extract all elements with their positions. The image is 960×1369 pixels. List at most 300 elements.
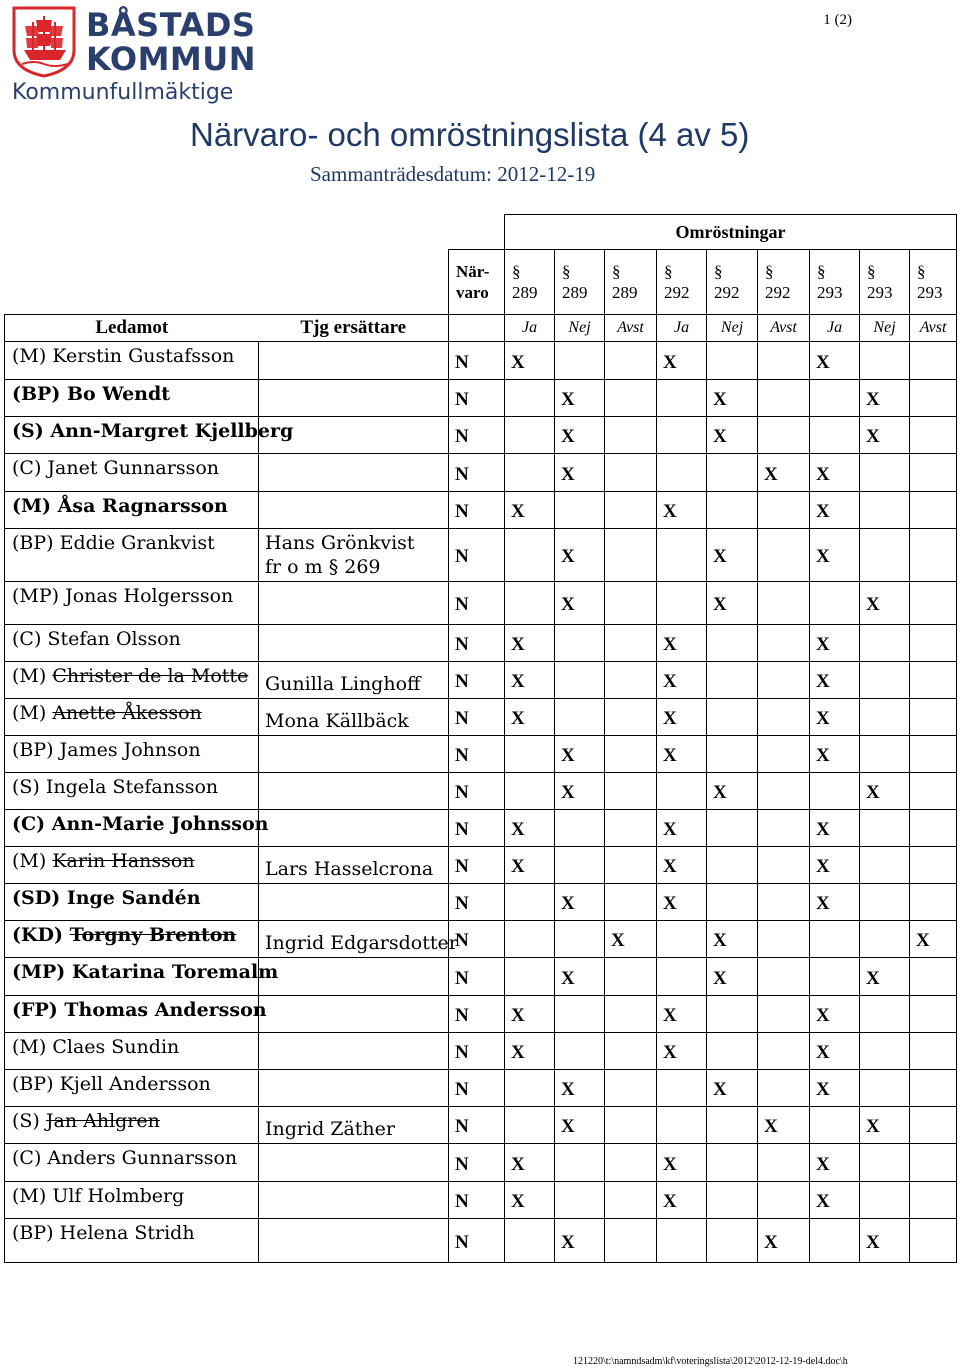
- attendance-cell: N: [449, 810, 505, 847]
- member-name-cell: [5, 884, 259, 921]
- vote-cell: X: [657, 810, 707, 847]
- section-header: [555, 250, 605, 315]
- vote-cell: [860, 810, 910, 847]
- party-code: (S): [12, 1110, 40, 1132]
- ledamot-header: Ledamot: [5, 315, 259, 342]
- attendance-cell: N: [449, 1182, 505, 1219]
- vote-cell: [758, 1070, 810, 1107]
- vote-cell: [555, 996, 605, 1033]
- member-name: Anette Åkesson: [52, 702, 202, 724]
- vote-cell: [910, 1144, 957, 1182]
- member-name-cell: [5, 921, 259, 958]
- attendance-cell: N: [449, 380, 505, 417]
- member-name: Ulf Holmberg: [52, 1185, 185, 1207]
- member-name: Åsa Ragnarsson: [57, 495, 228, 517]
- attendance-cell: N: [449, 1219, 505, 1263]
- attendance-cell: N: [449, 884, 505, 921]
- vote-cell: [860, 699, 910, 736]
- vote-cell: [605, 736, 657, 773]
- vote-cell: X: [810, 454, 860, 492]
- member-name: Eddie Grankvist: [59, 532, 215, 554]
- vote-cell: X: [860, 1219, 910, 1263]
- table-row: [5, 582, 957, 625]
- vote-cell: X: [707, 958, 758, 996]
- vote-cell: [657, 380, 707, 417]
- member-name: Karin Hansson: [52, 850, 195, 872]
- table-row: [5, 773, 957, 810]
- table-row: [5, 958, 957, 996]
- vote-cell: [605, 1107, 657, 1144]
- attendance-cell: N: [449, 342, 505, 380]
- vote-cell: [758, 736, 810, 773]
- party-code: (M): [12, 1185, 47, 1207]
- attendance-cell: N: [449, 625, 505, 662]
- member-name: Kjell Andersson: [59, 1073, 211, 1095]
- member-name-cell: [5, 810, 269, 847]
- party-code: (M): [12, 702, 47, 724]
- vote-cell: [860, 1070, 910, 1107]
- section-header: [657, 250, 707, 315]
- member-name-cell: [5, 1144, 259, 1182]
- attendance-cell: N: [449, 1033, 505, 1070]
- ersattare-header: Tjg ersättare: [259, 315, 449, 342]
- vote-cell: [758, 847, 810, 884]
- vote-cell: [505, 582, 555, 625]
- substitute-note: fr o m § 269: [265, 556, 381, 578]
- vote-cell: [555, 1144, 605, 1182]
- vote-cell: X: [810, 736, 860, 773]
- table-row: [5, 736, 957, 773]
- vote-cell: X: [505, 662, 555, 699]
- section-header: [605, 250, 657, 315]
- vote-cell: [707, 1033, 758, 1070]
- vote-cell: X: [605, 921, 657, 958]
- member-name: Inge Sandén: [66, 887, 201, 909]
- vote-cell: [758, 492, 810, 529]
- vote-cell: [505, 1107, 555, 1144]
- vote-cell: [555, 847, 605, 884]
- vote-cell: X: [910, 921, 957, 958]
- substitute-cell: [259, 342, 449, 380]
- attendance-cell: N: [449, 582, 505, 625]
- narvaro-line1: När-: [456, 262, 490, 281]
- vote-cell: [910, 1070, 957, 1107]
- member-name: Ann-Margret Kjellberg: [50, 420, 294, 442]
- vote-cell: X: [707, 773, 758, 810]
- table-row: [5, 810, 957, 847]
- section-symbol: §: [867, 262, 876, 281]
- vote-cell: X: [758, 1219, 810, 1263]
- page-number: 1 (2): [823, 12, 852, 28]
- narvaro-header: [449, 250, 505, 315]
- vote-cell: X: [505, 699, 555, 736]
- member-name: Jonas Holgersson: [65, 585, 234, 607]
- vote-cell: [810, 380, 860, 417]
- voting-table: [4, 214, 957, 1263]
- member-name-cell: [5, 736, 259, 773]
- section-header: [810, 250, 860, 315]
- vote-cell: [810, 958, 860, 996]
- party-code: (C): [12, 457, 42, 479]
- attendance-cell: N: [449, 1144, 505, 1182]
- vote-cell: X: [657, 996, 707, 1033]
- vote-cell: X: [707, 1070, 758, 1107]
- vote-cell: [505, 921, 555, 958]
- vote-cell: X: [758, 454, 810, 492]
- vote-cell: X: [505, 1144, 555, 1182]
- substitute-cell: [259, 662, 449, 699]
- table-row: [5, 1107, 957, 1144]
- attendance-cell: N: [449, 529, 505, 582]
- vote-cell: X: [860, 958, 910, 996]
- vote-cell: [605, 625, 657, 662]
- vote-cell: X: [860, 417, 910, 454]
- vote-cell: X: [810, 1182, 860, 1219]
- vote-cell: [657, 1070, 707, 1107]
- attendance-cell: N: [449, 921, 505, 958]
- substitute-cell: [259, 529, 449, 582]
- vote-cell: [758, 921, 810, 958]
- member-name: Stefan Olsson: [47, 628, 181, 650]
- section-number: 289: [512, 283, 538, 302]
- vote-cell: X: [657, 884, 707, 921]
- table-row: [5, 884, 957, 921]
- vote-cell: [860, 847, 910, 884]
- vote-cell: [657, 958, 707, 996]
- vote-cell: X: [810, 1033, 860, 1070]
- vote-cell: [505, 380, 555, 417]
- vote-cell: [910, 996, 957, 1033]
- vote-cell: [860, 1182, 910, 1219]
- vote-cell: [758, 625, 810, 662]
- table-row: [5, 662, 957, 699]
- vote-cell: [758, 1033, 810, 1070]
- vote-cell: X: [555, 884, 605, 921]
- vote-cell: X: [860, 582, 910, 625]
- vote-cell: [910, 699, 957, 736]
- logo-subtitle: Kommunfullmäktige: [12, 80, 234, 105]
- vote-cell: X: [810, 884, 860, 921]
- section-symbol: §: [917, 262, 926, 281]
- attendance-cell: N: [449, 736, 505, 773]
- vote-cell: [758, 884, 810, 921]
- section-symbol: §: [817, 262, 826, 281]
- vote-cell: [605, 492, 657, 529]
- vote-cell: X: [860, 773, 910, 810]
- vote-cell: [860, 921, 910, 958]
- table-row: [5, 492, 957, 529]
- vote-cell: [505, 529, 555, 582]
- member-name: James Johnson: [59, 739, 201, 761]
- vote-header: Nej: [707, 315, 758, 342]
- substitute-name: Hans Grönkvist: [265, 532, 415, 554]
- party-code: (C): [12, 813, 46, 835]
- vote-cell: X: [758, 1107, 810, 1144]
- party-code: (MP): [12, 585, 60, 607]
- narvaro-line2: varo: [456, 283, 489, 302]
- vote-cell: [605, 529, 657, 582]
- vote-cell: [810, 1219, 860, 1263]
- vote-cell: [605, 958, 657, 996]
- vote-cell: [505, 736, 555, 773]
- vote-cell: X: [657, 699, 707, 736]
- member-name-cell: [5, 662, 259, 699]
- section-number: 289: [562, 283, 588, 302]
- section-header: [707, 250, 758, 315]
- party-code: (C): [12, 1147, 42, 1169]
- member-name-cell: [5, 847, 259, 884]
- vote-cell: X: [505, 847, 555, 884]
- vote-cell: [605, 699, 657, 736]
- vote-cell: [910, 417, 957, 454]
- vote-cell: [707, 1144, 758, 1182]
- member-name-cell: [5, 417, 294, 454]
- vote-cell: [810, 582, 860, 625]
- vote-cell: X: [810, 492, 860, 529]
- substitute-cell: [259, 996, 449, 1033]
- logo: [10, 6, 270, 110]
- member-name-cell: [5, 1219, 259, 1263]
- vote-cell: X: [860, 1107, 910, 1144]
- member-name: Ann-Marie Johnsson: [51, 813, 269, 835]
- member-name: Ingela Stefansson: [45, 776, 219, 798]
- section-number: 293: [917, 283, 943, 302]
- vote-cell: [707, 736, 758, 773]
- vote-cell: [657, 417, 707, 454]
- party-code: (M): [12, 1036, 47, 1058]
- vote-cell: [860, 1033, 910, 1070]
- substitute-cell: [259, 1144, 449, 1182]
- vote-cell: [860, 625, 910, 662]
- vote-cell: [810, 417, 860, 454]
- vote-cell: [860, 529, 910, 582]
- vote-cell: [707, 1182, 758, 1219]
- vote-cell: [910, 810, 957, 847]
- vote-cell: [707, 847, 758, 884]
- vote-cell: [605, 1144, 657, 1182]
- vote-cell: [910, 958, 957, 996]
- vote-header: Ja: [810, 315, 860, 342]
- vote-cell: [555, 1182, 605, 1219]
- vote-cell: [555, 1033, 605, 1070]
- vote-cell: [758, 529, 810, 582]
- member-name-cell: [5, 773, 259, 810]
- party-code: (BP): [12, 1073, 54, 1095]
- vote-cell: [505, 884, 555, 921]
- vote-cell: [505, 773, 555, 810]
- vote-cell: [605, 884, 657, 921]
- party-code: (KD): [12, 924, 63, 946]
- vote-cell: [758, 662, 810, 699]
- vote-cell: [505, 1219, 555, 1263]
- party-code: (SD): [12, 887, 61, 909]
- vote-cell: [707, 1219, 758, 1263]
- vote-cell: X: [810, 662, 860, 699]
- substitute-cell: [259, 699, 449, 736]
- vote-cell: X: [555, 454, 605, 492]
- vote-cell: X: [555, 417, 605, 454]
- member-name-cell: [5, 1070, 259, 1107]
- vote-cell: [707, 625, 758, 662]
- substitute-cell: [259, 380, 449, 417]
- table-row: [5, 529, 957, 582]
- vote-cell: [605, 810, 657, 847]
- member-name-cell: [5, 699, 259, 736]
- vote-cell: [657, 529, 707, 582]
- substitute-cell: [259, 773, 449, 810]
- vote-cell: X: [657, 1144, 707, 1182]
- member-name-cell: [5, 582, 259, 625]
- vote-cell: X: [505, 996, 555, 1033]
- vote-cell: [910, 625, 957, 662]
- vote-cell: X: [505, 492, 555, 529]
- party-code: (FP): [12, 999, 58, 1021]
- vote-cell: X: [555, 773, 605, 810]
- member-name: Jan Ahlgren: [45, 1110, 160, 1132]
- vote-cell: [860, 1144, 910, 1182]
- party-code: (BP): [12, 532, 54, 554]
- vote-header: Avst: [605, 315, 657, 342]
- vote-cell: [555, 342, 605, 380]
- vote-cell: [910, 773, 957, 810]
- logo-name: [86, 8, 256, 76]
- member-name: Janet Gunnarsson: [47, 457, 219, 479]
- vote-cell: [860, 662, 910, 699]
- member-name: Torgny Brenton: [69, 924, 237, 946]
- member-name-cell: [5, 492, 259, 529]
- table-row: [5, 1182, 957, 1219]
- table-row: [5, 996, 957, 1033]
- vote-cell: [910, 736, 957, 773]
- vote-cell: [910, 662, 957, 699]
- table-row: [5, 342, 957, 380]
- vote-cell: [910, 1182, 957, 1219]
- member-name: Claes Sundin: [52, 1036, 180, 1058]
- section-number: 293: [867, 283, 893, 302]
- vote-header: Ja: [505, 315, 555, 342]
- section-symbol: §: [612, 262, 621, 281]
- vote-cell: [605, 1033, 657, 1070]
- vote-cell: [910, 342, 957, 380]
- member-name: Kerstin Gustafsson: [52, 345, 235, 367]
- vote-cell: [758, 996, 810, 1033]
- vote-cell: X: [657, 1033, 707, 1070]
- vote-cell: X: [657, 847, 707, 884]
- attendance-cell: N: [449, 699, 505, 736]
- logo-name-line2: KOMMUN: [86, 40, 257, 78]
- vote-cell: [505, 958, 555, 996]
- vote-cell: [910, 1033, 957, 1070]
- party-code: (M): [12, 850, 47, 872]
- vote-cell: X: [657, 492, 707, 529]
- vote-cell: [657, 454, 707, 492]
- party-code: (C): [12, 628, 42, 650]
- vote-cell: [555, 921, 605, 958]
- vote-cell: [707, 662, 758, 699]
- vote-cell: [758, 773, 810, 810]
- member-name-cell: [5, 1182, 259, 1219]
- section-header: [505, 250, 555, 315]
- vote-cell: [707, 884, 758, 921]
- table-row: [5, 1070, 957, 1107]
- vote-cell: X: [810, 810, 860, 847]
- party-code: (BP): [12, 1222, 54, 1244]
- section-symbol: §: [714, 262, 723, 281]
- vote-cell: [505, 454, 555, 492]
- substitute-cell: [259, 1033, 449, 1070]
- vote-cell: [910, 1219, 957, 1263]
- table-row: [5, 625, 957, 662]
- table-row: [5, 454, 957, 492]
- attendance-cell: N: [449, 492, 505, 529]
- logo-name-line1: BÅSTADS: [86, 6, 256, 44]
- vote-cell: [910, 454, 957, 492]
- member-name-cell: [5, 454, 259, 492]
- vote-cell: [605, 342, 657, 380]
- party-code: (MP): [12, 961, 66, 983]
- vote-cell: [860, 342, 910, 380]
- section-symbol: §: [562, 262, 571, 281]
- substitute-cell: [259, 1182, 449, 1219]
- vote-cell: [860, 454, 910, 492]
- vote-cell: X: [707, 417, 758, 454]
- table-row: [5, 1033, 957, 1070]
- vote-cell: X: [810, 996, 860, 1033]
- substitute-cell: [259, 582, 449, 625]
- attendance-cell: N: [449, 847, 505, 884]
- attendance-cell: N: [449, 773, 505, 810]
- vote-cell: X: [555, 958, 605, 996]
- substitute-cell: [259, 1219, 449, 1263]
- vote-cell: X: [657, 342, 707, 380]
- vote-cell: [910, 884, 957, 921]
- vote-cell: [910, 847, 957, 884]
- substitute-cell: [259, 1070, 449, 1107]
- vote-cell: X: [810, 847, 860, 884]
- vote-cell: [605, 773, 657, 810]
- vote-cell: X: [505, 810, 555, 847]
- vote-cell: [505, 417, 555, 454]
- vote-cell: X: [707, 380, 758, 417]
- table-row: [5, 417, 957, 454]
- vote-cell: X: [657, 625, 707, 662]
- vote-cell: [605, 380, 657, 417]
- vote-cell: [707, 1107, 758, 1144]
- vote-cell: [910, 380, 957, 417]
- vote-cell: X: [555, 1070, 605, 1107]
- section-symbol: §: [765, 262, 774, 281]
- section-number: 293: [817, 283, 843, 302]
- table-row: [5, 1219, 957, 1263]
- omrostningar-header: Omröstningar: [505, 215, 957, 250]
- vote-cell: [707, 492, 758, 529]
- vote-cell: X: [810, 625, 860, 662]
- table-row: [5, 847, 957, 884]
- substitute-name: Ingrid Edgarsdotter: [265, 932, 458, 954]
- vote-cell: [657, 1219, 707, 1263]
- vote-cell: [758, 380, 810, 417]
- substitute-cell: [259, 958, 449, 996]
- substitute-cell: [259, 736, 449, 773]
- member-name-cell: [5, 1107, 259, 1144]
- section-number: 292: [714, 283, 740, 302]
- vote-cell: [758, 582, 810, 625]
- vote-cell: [605, 996, 657, 1033]
- vote-header: Ja: [657, 315, 707, 342]
- vote-cell: X: [810, 529, 860, 582]
- vote-cell: [657, 1107, 707, 1144]
- party-code: (M): [12, 495, 52, 517]
